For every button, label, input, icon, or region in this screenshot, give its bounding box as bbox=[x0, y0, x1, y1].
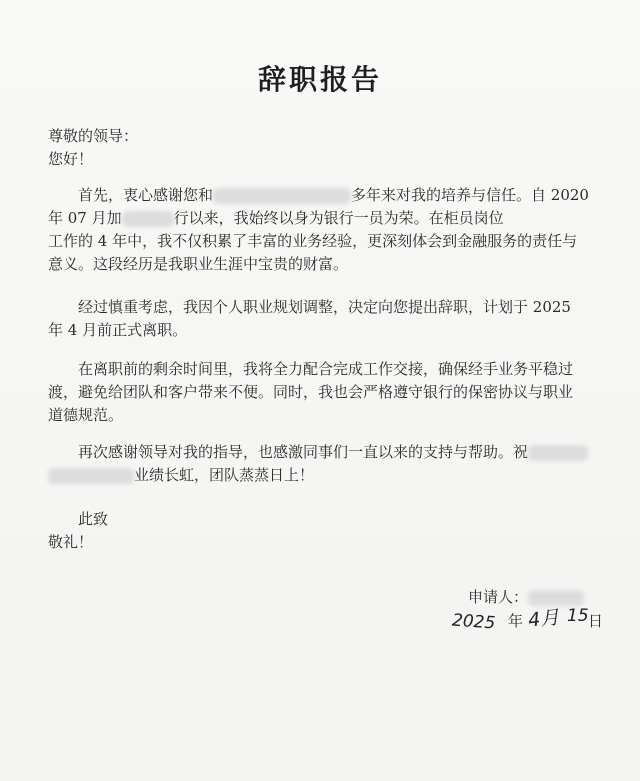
p1-line-2 bbox=[48, 207, 608, 229]
greeting: 您好！ bbox=[48, 150, 94, 168]
p1-line-1-end: 多年来对我的培养与信任。自 2020 bbox=[351, 186, 589, 204]
p4-line-1 bbox=[78, 441, 638, 463]
salutation: 尊敬的领导： bbox=[48, 127, 139, 145]
redacted-bank-name-2 bbox=[122, 211, 174, 227]
p2-line-2: 年 4 月前正式离职。 bbox=[48, 321, 188, 339]
year-char: 年 bbox=[508, 612, 524, 630]
closing-salute: 敬礼！ bbox=[48, 533, 94, 551]
p3-line-3: 道德规范。 bbox=[48, 406, 124, 424]
p3-line-2: 渡，避免给团队和客户带来不便。同时，我也会严格遵守银行的保密协议与职业 bbox=[48, 383, 574, 401]
p2-line-1: 经过慎重考虑，我因个人职业规划调整，决定向您提出辞职，计划于 2025 bbox=[78, 298, 571, 316]
p1-line-2-end: 行以来，我始终以身为银行一员为荣。在柜员岗位 bbox=[173, 209, 504, 227]
handwritten-year: 2025 bbox=[451, 610, 496, 634]
p3-line-1: 在离职前的剩余时间里，我将全力配合完成工作交接，确保经手业务平稳过 bbox=[78, 360, 574, 378]
p1-line-1-start: 首先，衷心感谢您和 bbox=[78, 186, 214, 204]
p1-line-2-start: 年 07 月加 bbox=[48, 209, 122, 227]
applicant-label: 申请人： bbox=[468, 588, 529, 606]
p4-line-1-text: 再次感谢领导对我的指导，也感激同事们一直以来的支持与帮助。祝 bbox=[78, 443, 529, 461]
handwritten-month: 4月 bbox=[527, 606, 561, 632]
p1-line-3: 工作的 4 年中，我不仅积累了丰富的业务经验，更深刻体会到金融服务的责任与 bbox=[48, 232, 578, 250]
p1-line-1 bbox=[78, 184, 638, 206]
redacted-bank-name bbox=[213, 188, 351, 204]
p4-line-2-text: 业绩长虹，团队蒸蒸日上！ bbox=[134, 466, 315, 484]
letter-title: 辞职报告 bbox=[257, 63, 382, 96]
day-char: 日 bbox=[588, 612, 604, 630]
redacted-bank-name-4 bbox=[48, 468, 134, 484]
closing-respectfully: 此致 bbox=[78, 510, 109, 528]
redacted-bank-name-3 bbox=[528, 445, 588, 461]
handwritten-day: 15 bbox=[567, 606, 589, 626]
p1-line-4: 意义。这段经历是我职业生涯中宝贵的财富。 bbox=[48, 255, 349, 273]
p4-line-2 bbox=[48, 464, 608, 486]
